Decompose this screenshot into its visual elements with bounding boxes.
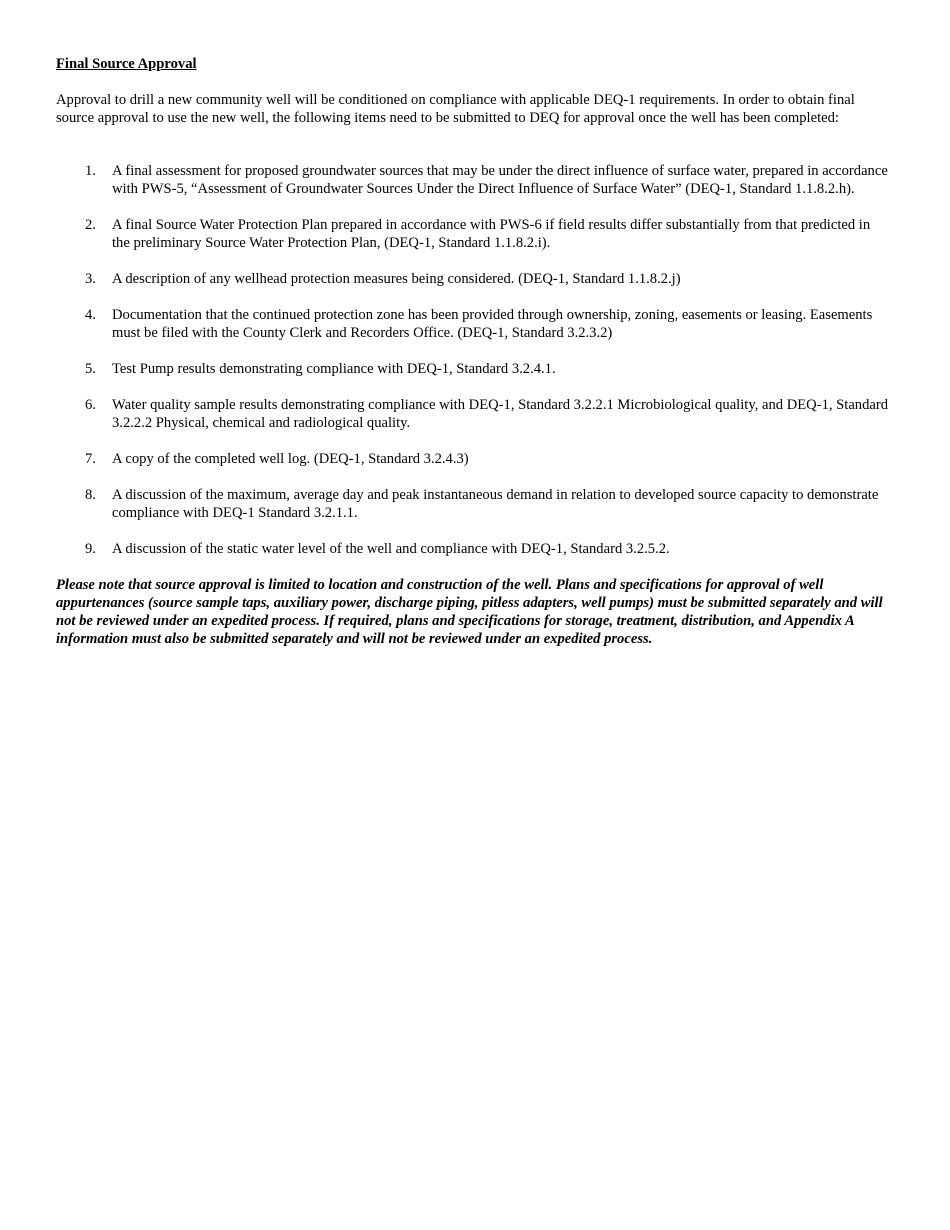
list-item-text: Water quality sample results demonstrating compliance with DEQ-1, Standard 3.2.2.1 Microbiological quality, and DEQ-1, Standard 3.2.2.2 Physical, chemical and radiological quality. [112, 397, 889, 431]
approval-note: Please note that source approval is limited to location and construction of the well. Plans and specifications for approval of well appurtenances (source sample taps, auxiliary power, discharge piping, pitless adapters, well pumps) must be submitted separately and will not be reviewed under an expedited process. If required, plans and specifications for storage, treatment, distribution, and Appendix A information must also be submitted separately and will not be reviewed under an expedited process. [56, 577, 883, 647]
intro-paragraph: Approval to drill a new community well will be conditioned on compliance with applicable DEQ-1 requirements. In order to obtain final source approval to use the new well, the following items need to be submitted to DEQ for approval once the well has been completed: [56, 92, 855, 126]
list-item-text: A discussion of the static water level of the well and compliance with DEQ-1, Standard 3.2.5.2. [112, 541, 670, 557]
list-item-text: A final Source Water Protection Plan prepared in accordance with PWS-6 if field results differ substantially from that predicted in the preliminary Source Water Protection Plan, (DEQ-1, Standard 1.1.8.2.i). [112, 217, 871, 251]
list-item [56, 306, 891, 342]
list-item [56, 486, 891, 522]
list-item [56, 450, 891, 468]
list-item [56, 540, 891, 558]
list-item-text: A final assessment for proposed groundwater sources that may be under the direct influence of surface water, prepared in accordance with PWS-5, “Assessment of Groundwater Sources Under the Direct Influence of Surface Water” (DEQ-1, Standard 1.1.8.2.h). [112, 163, 888, 197]
list-item [56, 162, 891, 198]
list-item-text: Documentation that the continued protection zone has been provided through ownership, zoning, easements or leasing. Easements must be filed with the County Clerk and Recorders Office. (DEQ-1, Standard 3.2.3.2) [112, 307, 873, 341]
list-item-text: Test Pump results demonstrating compliance with DEQ-1, Standard 3.2.4.1. [112, 361, 556, 377]
document-page [56, 55, 891, 648]
list-item-number: 9. [85, 541, 96, 557]
list-item-number: 8. [85, 487, 96, 503]
list-item-text: A description of any wellhead protection measures being considered. (DEQ-1, Standard 1.1.8.2.j) [112, 271, 681, 287]
list-item [56, 360, 891, 378]
list-item-number: 1. [85, 163, 96, 179]
list-item [56, 270, 891, 288]
list-item-number: 7. [85, 451, 96, 467]
list-item-number: 4. [85, 307, 96, 323]
list-item-number: 6. [85, 397, 96, 413]
list-item-text: A copy of the completed well log. (DEQ-1, Standard 3.2.4.3) [112, 451, 469, 467]
list-item [56, 396, 891, 432]
list-item-number: 5. [85, 361, 96, 377]
list-item-number: 2. [85, 217, 96, 233]
section-heading: Final Source Approval [56, 56, 197, 72]
list-item-text: A discussion of the maximum, average day and peak instantaneous demand in relation to developed source capacity to demonstrate compliance with DEQ-1 Standard 3.2.1.1. [112, 487, 879, 521]
requirements-list [56, 162, 891, 558]
list-item-number: 3. [85, 271, 96, 287]
list-item [56, 216, 891, 252]
